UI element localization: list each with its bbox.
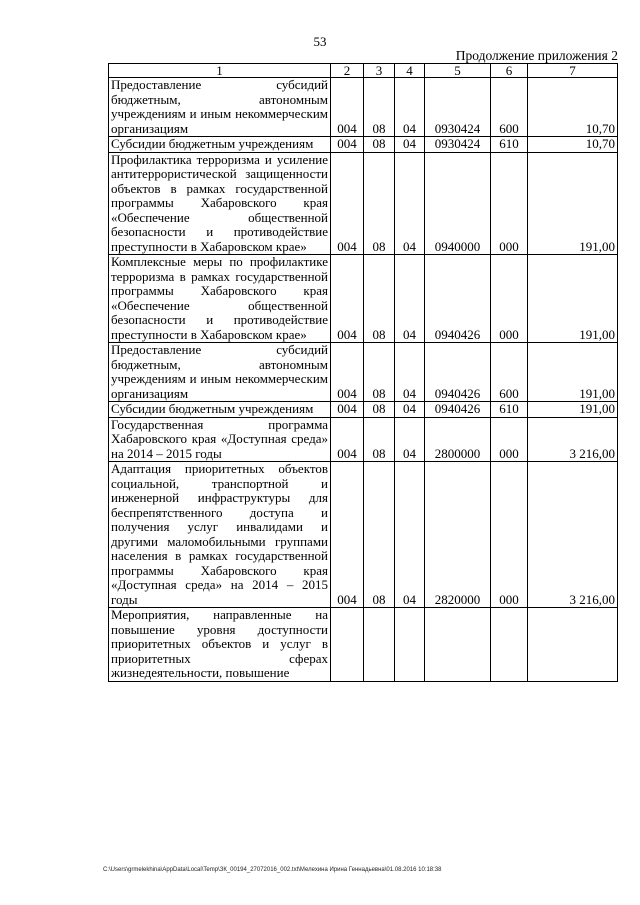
- target-article-cell: 0940426: [425, 343, 491, 402]
- section-code-cell: 08: [364, 462, 395, 608]
- expense-type-cell: 600: [491, 343, 528, 402]
- expense-type-cell: 610: [491, 402, 528, 418]
- subsection-code-cell: 04: [395, 137, 425, 153]
- section-code-cell: 08: [364, 137, 395, 153]
- table-row: [109, 343, 618, 402]
- section-code-cell: 08: [364, 255, 395, 343]
- subsection-code-cell: 04: [395, 402, 425, 418]
- expense-type-cell: [491, 608, 528, 682]
- section-code-cell: [364, 608, 395, 682]
- amount-cell: 10,70: [528, 137, 618, 153]
- ministry-code-cell: 004: [331, 255, 364, 343]
- row-name-cell: Предоставление субсидий бюджетным, автономным учреждениям и иным некоммерческим организациям: [109, 343, 331, 402]
- subsection-code-cell: 04: [395, 255, 425, 343]
- amount-cell: 191,00: [528, 343, 618, 402]
- appendix-continuation-label: Продолжение приложения 2: [455, 48, 618, 63]
- column-header: 7: [528, 64, 618, 78]
- row-name-cell: Государственная программа Хабаровского края «Доступная среда» на 2014 – 2015 годы: [109, 417, 331, 462]
- row-name-cell: Субсидии бюджетным учреждениям: [109, 402, 331, 418]
- expense-type-cell: 610: [491, 137, 528, 153]
- subsection-code-cell: 04: [395, 152, 425, 255]
- table-row: [109, 417, 618, 462]
- document-path-footer: C:\Users\grmelekhina\AppData\Local\Temp\ЗК_00194_27072016_002.txt\Мелехина Ирина Геннадьевна\01.08.2016 10:18:38: [103, 867, 442, 873]
- amount-cell: [528, 608, 618, 682]
- subsection-code-cell: 04: [395, 417, 425, 462]
- row-name-cell: Субсидии бюджетным учреждениям: [109, 137, 331, 153]
- section-code-cell: 08: [364, 343, 395, 402]
- section-code-cell: 08: [364, 78, 395, 137]
- target-article-cell: 0940426: [425, 402, 491, 418]
- column-header: 6: [491, 64, 528, 78]
- target-article-cell: 0930424: [425, 78, 491, 137]
- expense-type-cell: 600: [491, 78, 528, 137]
- ministry-code-cell: 004: [331, 152, 364, 255]
- target-article-cell: 0930424: [425, 137, 491, 153]
- page-number: 53: [313, 34, 327, 49]
- table-row: [109, 608, 618, 682]
- subsection-code-cell: 04: [395, 343, 425, 402]
- expense-type-cell: 000: [491, 255, 528, 343]
- target-article-cell: 0940000: [425, 152, 491, 255]
- ministry-code-cell: 004: [331, 78, 364, 137]
- target-article-cell: 2800000: [425, 417, 491, 462]
- table-row: [109, 255, 618, 343]
- amount-cell: 191,00: [528, 255, 618, 343]
- section-code-cell: 08: [364, 402, 395, 418]
- ministry-code-cell: 004: [331, 402, 364, 418]
- target-article-cell: 2820000: [425, 462, 491, 608]
- ministry-code-cell: 004: [331, 462, 364, 608]
- subsection-code-cell: [395, 608, 425, 682]
- row-name-cell: Мероприятия, направленные на повышение уровня доступности приоритетных объектов и услуг в приоритетных сферах жизнедеятельности, повышение: [109, 608, 331, 682]
- table-row: [109, 462, 618, 608]
- budget-table: [108, 63, 618, 682]
- section-code-cell: 08: [364, 417, 395, 462]
- column-header: 2: [331, 64, 364, 78]
- column-header: 3: [364, 64, 395, 78]
- ministry-code-cell: 004: [331, 417, 364, 462]
- target-article-cell: 0940426: [425, 255, 491, 343]
- amount-cell: 10,70: [528, 78, 618, 137]
- ministry-code-cell: 004: [331, 137, 364, 153]
- amount-cell: 3 216,00: [528, 417, 618, 462]
- amount-cell: 191,00: [528, 402, 618, 418]
- amount-cell: 191,00: [528, 152, 618, 255]
- column-header: 4: [395, 64, 425, 78]
- row-name-cell: Предоставление субсидий бюджетным, автономным учреждениям и иным некоммерческим организациям: [109, 78, 331, 137]
- ministry-code-cell: [331, 608, 364, 682]
- target-article-cell: [425, 608, 491, 682]
- table-row: [109, 137, 618, 153]
- row-name-cell: Комплексные меры по профилактике терроризма в рамках государственной программы Хабаровского края «Обеспечение общественной безопасности и противодействие преступности в Хабаровском крае»: [109, 255, 331, 343]
- amount-cell: 3 216,00: [528, 462, 618, 608]
- subsection-code-cell: 04: [395, 78, 425, 137]
- expense-type-cell: 000: [491, 462, 528, 608]
- table-row: [109, 402, 618, 418]
- subsection-code-cell: 04: [395, 462, 425, 608]
- table-row: [109, 78, 618, 137]
- row-name-cell: Адаптация приоритетных объектов социальной, транспортной и инженерной инфраструктуры для беспрепятственного доступа и получения услуг инвалидами и другими маломобильными группами населения в рамках государственной программы Хабаровского края «Доступная среда» на 2014 – 2015 годы: [109, 462, 331, 608]
- expense-type-cell: 000: [491, 417, 528, 462]
- expense-type-cell: 000: [491, 152, 528, 255]
- table-row: [109, 152, 618, 255]
- section-code-cell: 08: [364, 152, 395, 255]
- table-header-row: [109, 64, 618, 78]
- column-header: 5: [425, 64, 491, 78]
- column-header: 1: [109, 64, 331, 78]
- row-name-cell: Профилактика терроризма и усиление антитеррористической защищенности объектов в рамках государственной программы Хабаровского края «Обеспечение общественной безопасности и противодействие преступности в Хабаровском крае»: [109, 152, 331, 255]
- ministry-code-cell: 004: [331, 343, 364, 402]
